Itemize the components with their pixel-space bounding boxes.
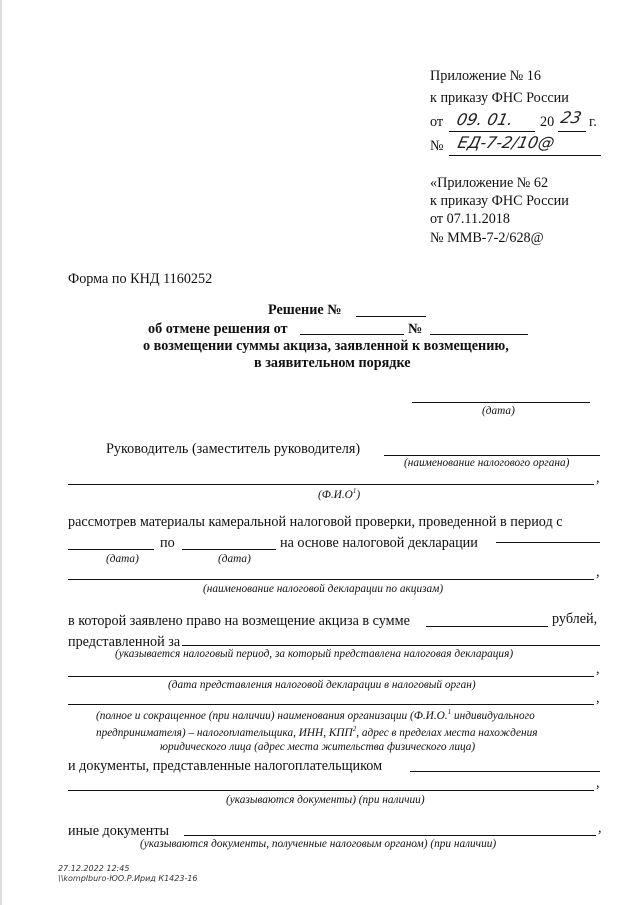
footer-path: \\komplburo-ЮО.Р.Ирид К1423-16	[58, 874, 198, 883]
tax-authority-caption: (наименование налогового органа)	[404, 457, 570, 469]
handwritten-date: 09. 01.	[454, 110, 516, 129]
org-caption-3: юридического лица (адрес места жительства физического лица)	[160, 741, 476, 753]
declaration-line-2	[68, 579, 594, 580]
cancel-number-line	[430, 334, 528, 335]
date-underline	[449, 131, 535, 132]
period-line	[182, 645, 600, 646]
docs-line-1	[410, 771, 600, 772]
submission-comma: ,	[596, 661, 600, 677]
handwritten-year: 23	[558, 108, 584, 127]
refund-text: в которой заявлено право на возмещение акциза в сумме	[68, 613, 410, 629]
period-end-line	[182, 549, 276, 550]
decision-cancel-number-label: №	[408, 321, 423, 337]
submission-date-caption: (дата представления налоговой декларации в налоговый орган)	[168, 679, 476, 691]
submitted-for-text: представленной за	[68, 634, 181, 650]
appendix62-order: к приказу ФНС России	[430, 193, 569, 209]
appendix16-order: к приказу ФНС России	[430, 90, 569, 106]
other-docs-caption: (указываются документы, полученные налоговым органом) (при наличии)	[140, 838, 497, 850]
decision-number-line	[356, 316, 426, 317]
appendix62-date: от 07.11.2018	[430, 211, 510, 227]
refund-amount-line	[426, 626, 548, 627]
appendix16-title: Приложение № 16	[430, 68, 541, 84]
cancel-date-line	[300, 334, 404, 335]
form-code: Форма по КНД 1160252	[68, 271, 213, 287]
decision-cancel-text: об отмене решения от	[148, 321, 288, 337]
organization-comma: ,	[596, 690, 600, 706]
declaration-caption: (наименование налоговой декларации по акцизам)	[203, 583, 444, 595]
appendix62-number: № ММВ-7-2/628@	[430, 230, 544, 246]
decision-line4: в заявительном порядке	[254, 355, 411, 371]
po-text: по	[160, 535, 175, 551]
rubles-text: рублей,	[552, 611, 598, 627]
organization-line	[68, 704, 594, 705]
fio-caption: $(Ф.И.О^1)$	[318, 487, 361, 501]
appendix16-number-label: №	[430, 138, 444, 154]
docs-line-2	[68, 790, 594, 791]
org-caption-1: (полное и сокращенное (при наличии) наименования организации (Ф.И.О.$^1$ индивидуального	[96, 708, 535, 722]
other-docs-line	[184, 835, 596, 836]
submission-date-line	[68, 676, 594, 677]
fio-comma: ,	[596, 470, 600, 486]
date1-caption: (дата)	[106, 553, 139, 565]
head-label: Руководитель (заместитель руководителя)	[106, 441, 361, 457]
declaration-comma: ,	[596, 564, 600, 580]
date2-caption: (дата)	[218, 553, 251, 565]
other-docs-comma: ,	[598, 820, 602, 836]
review-text: рассмотрев материалы камеральной налоговой проверки, проведенной в период с	[68, 514, 563, 530]
other-docs-text: иные документы	[68, 823, 170, 839]
decision-date-caption: (дата)	[482, 405, 515, 417]
docs-comma: ,	[596, 775, 600, 791]
scan-edge	[0, 0, 2, 905]
declaration-line-1	[496, 542, 600, 543]
docs-text: и документы, представленные налогоплательщиком	[68, 758, 383, 774]
basis-text: на основе налоговой декларации	[280, 535, 478, 551]
year-suffix: г.	[589, 114, 597, 130]
appendix62-title: «Приложение № 62	[430, 175, 549, 191]
fio-line	[68, 484, 594, 485]
handwritten-number: ЕД-7-2/10@	[455, 133, 557, 152]
period-caption: (указывается налоговый период, за который представлена налоговая декларация)	[115, 648, 514, 660]
tax-authority-line	[384, 455, 600, 456]
org-caption-2: предпринимателя) – налогоплательщика, ИНН, КПП$^2$, адрес в пределах места нахождения	[96, 725, 538, 739]
decision-title: Решение №	[268, 302, 342, 318]
period-start-line	[68, 549, 154, 550]
appendix16-from-label: от	[430, 114, 444, 130]
footer-timestamp: 27.12.2022 12:45	[58, 864, 130, 873]
decision-date-line	[412, 402, 590, 403]
number-underline	[449, 155, 601, 156]
year-prefix: 20	[540, 114, 555, 130]
decision-line3: о возмещении суммы акциза, заявленной к возмещению,	[143, 338, 509, 354]
docs-caption: (указываются документы) (при наличии)	[226, 794, 425, 806]
year-underline	[558, 131, 586, 132]
